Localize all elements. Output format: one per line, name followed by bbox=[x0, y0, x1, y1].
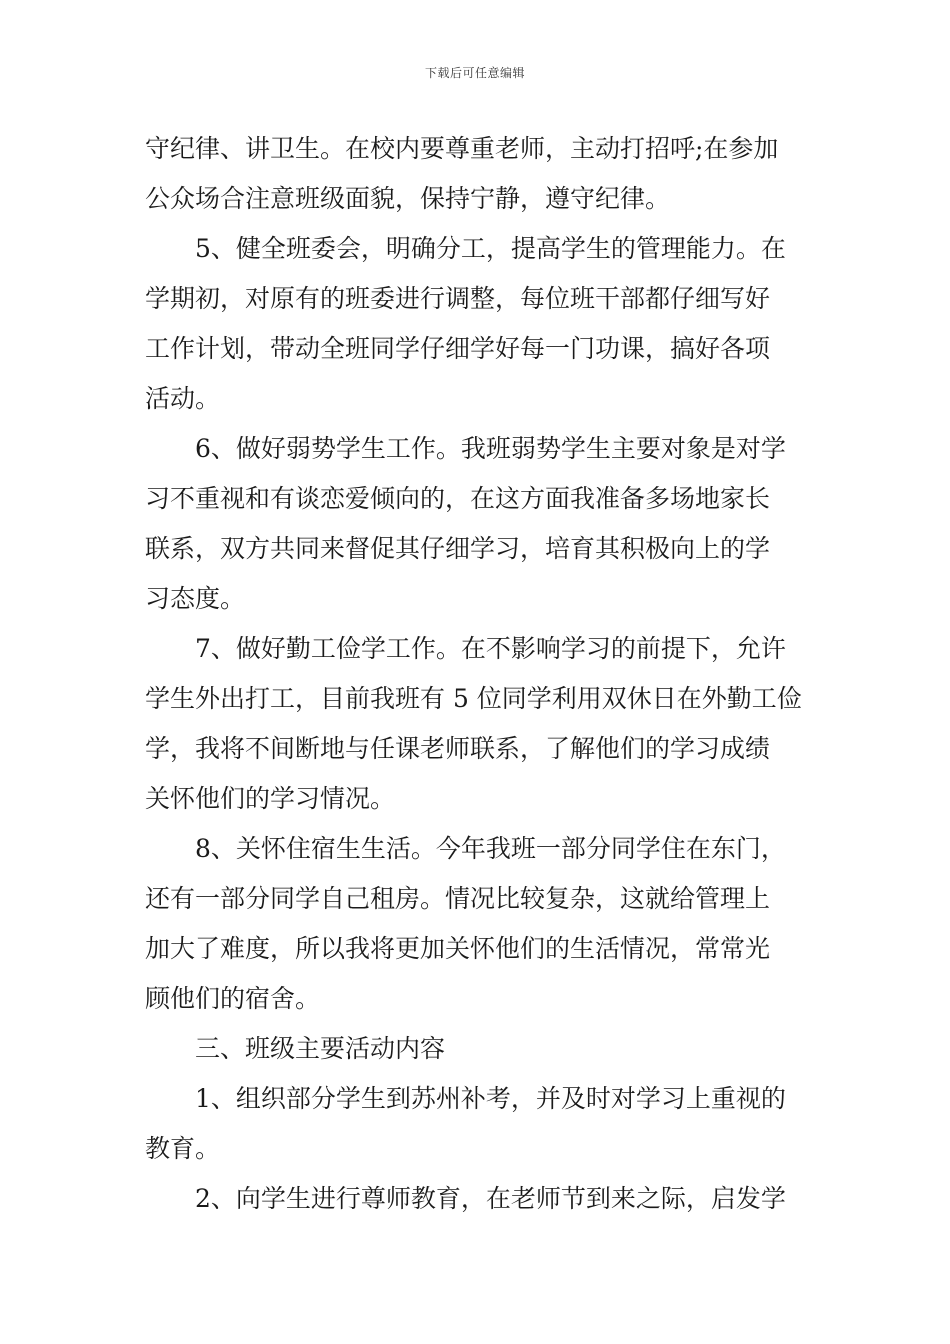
text-line: 习不重视和有谈恋爱倾向的，在这方面我准备多场地家长 bbox=[145, 484, 771, 513]
text-line: 公众场合注意班级面貌，保持宁静，遵守纪律。 bbox=[145, 184, 671, 213]
text-line: 顾他们的宿舍。 bbox=[145, 984, 321, 1013]
text-line: 1、组织部分学生到苏州补考，并及时对学习上重视的 bbox=[195, 1084, 786, 1113]
text-line: 学生外出打工，目前我班有 5 位同学利用双休日在外勤工俭 bbox=[145, 684, 802, 713]
text-line: 学期初，对原有的班委进行调整，每位班干部都仔细写好 bbox=[145, 284, 771, 313]
text-line: 还有一部分同学自己租房。情况比较复杂，这就给管理上 bbox=[145, 884, 771, 913]
text-line: 6、做好弱势学生工作。我班弱势学生主要对象是对学 bbox=[195, 434, 786, 463]
text-line: 守纪律、讲卫生。在校内要尊重老师，主动打招呼;在参加 bbox=[145, 134, 779, 163]
text-line: 关怀他们的学习情况。 bbox=[145, 784, 396, 813]
text-line: 5、健全班委会，明确分工，提高学生的管理能力。在 bbox=[195, 234, 786, 263]
text-line: 8、关怀住宿生生活。今年我班一部分同学住在东门， bbox=[195, 834, 786, 863]
text-line: 7、做好勤工俭学工作。在不影响学习的前提下，允许 bbox=[195, 634, 786, 663]
text-line: 2、向学生进行尊师教育，在老师节到来之际，启发学 bbox=[195, 1184, 786, 1213]
text-line: 工作计划，带动全班同学仔细学好每一门功课，搞好各项 bbox=[145, 334, 771, 363]
text-line: 活动。 bbox=[145, 384, 221, 413]
section-heading: 三、班级主要活动内容 bbox=[195, 1034, 446, 1063]
text-line: 联系，双方共同来督促其仔细学习，培育其积极向上的学 bbox=[145, 534, 771, 563]
text-line: 习态度。 bbox=[145, 584, 246, 613]
text-line: 学，我将不间断地与任课老师联系，了解他们的学习成绩 bbox=[145, 734, 771, 763]
page-header: 下载后可任意编辑 bbox=[424, 66, 525, 80]
text-line: 教育。 bbox=[145, 1134, 221, 1163]
text-line: 加大了难度，所以我将更加关怀他们的生活情况，常常光 bbox=[145, 934, 771, 963]
document-body bbox=[145, 124, 810, 1224]
